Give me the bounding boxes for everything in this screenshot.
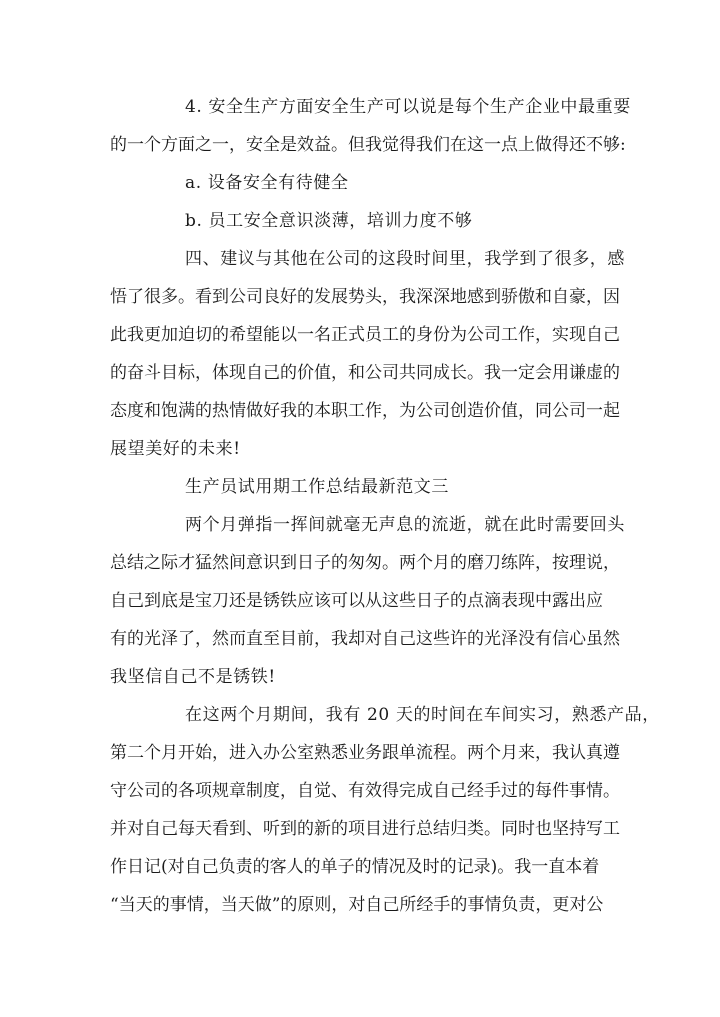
paragraph-line: 第二个月开始，进入办公室熟悉业务跟单流程。两个月来，我认真遵 — [110, 743, 620, 763]
paragraph-line: 两个月弹指一挥间就毫无声息的流逝，就在此时需要回头 — [185, 515, 625, 535]
list-item: b. 员工安全意识淡薄，培训力度不够 — [185, 211, 473, 231]
paragraph-line: 有的光泽了，然而直至目前，我却对自己这些许的光泽没有信心虽然 — [110, 629, 620, 649]
paragraph-line: “当天的事情，当天做”的原则，对自己所经手的事情负责，更对公 — [110, 895, 604, 915]
paragraph-line: 此我更加迫切的希望能以一名正式员工的身份为公司工作，实现自己 — [110, 325, 620, 345]
paragraph-line: 4. 安全生产方面安全生产可以说是每个生产企业中最重要 — [185, 97, 631, 117]
paragraph-line: 我坚信自己不是锈铁! — [110, 667, 276, 687]
paragraph-line: 并对自己每天看到、听到的新的项目进行总结归类。同时也坚持写工 — [110, 819, 620, 839]
paragraph-line: 展望美好的未来! — [110, 439, 241, 459]
section-heading-line: 四、建议与其他在公司的这段时间里，我学到了很多，感 — [185, 249, 625, 269]
paragraph-line: 总结之际才猛然间意识到日子的匆匆。两个月的磨刀练阵，按理说， — [110, 553, 620, 573]
paragraph-line: 的一个方面之一，安全是效益。但我觉得我们在这一点上做得还不够: — [110, 135, 626, 155]
paragraph-line: 态度和饱满的热情做好我的本职工作，为公司创造价值，同公司一起 — [110, 401, 620, 421]
paragraph-line: 自己到底是宝刀还是锈铁应该可以从这些日子的点滴表现中露出应 — [110, 591, 603, 611]
list-item: a. 设备安全有待健全 — [185, 173, 349, 193]
paragraph-line: 守公司的各项规章制度，自觉、有效得完成自己经手过的每件事情。 — [110, 781, 620, 801]
paragraph-line: 在这两个月期间，我有 20 天的时间在车间实习，熟悉产品， — [185, 705, 660, 725]
section-title: 生产员试用期工作总结最新范文三 — [185, 477, 449, 497]
paragraph-line: 的奋斗目标，体现自己的价值，和公司共同成长。我一定会用谦虚的 — [110, 363, 620, 383]
paragraph-line: 悟了很多。看到公司良好的发展势头，我深深地感到骄傲和自豪，因 — [110, 287, 620, 307]
paragraph-line: 作日记(对自己负责的客人的单子的情况及时的记录)。我一直本着 — [110, 857, 600, 877]
